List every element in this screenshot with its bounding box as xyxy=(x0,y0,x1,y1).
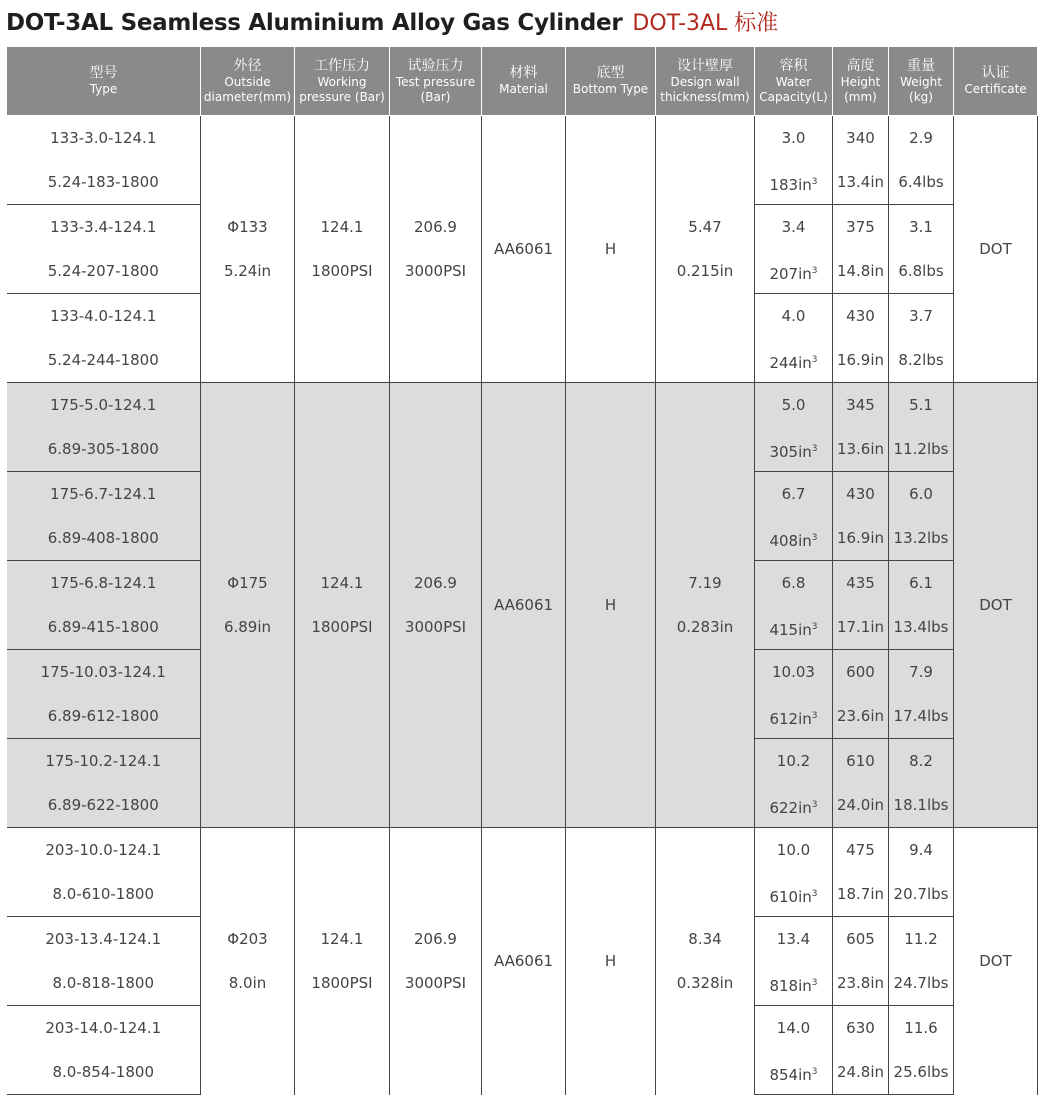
weight-cell xyxy=(889,472,954,561)
header-label-en: Working pressure (Bar) xyxy=(299,74,385,104)
type-cell-value: 8.0-854-1800 xyxy=(52,1063,154,1081)
capacity-imperial xyxy=(755,872,832,916)
capacity-cell xyxy=(755,828,833,917)
type-cell-value: 175-6.8-124.1 xyxy=(50,574,157,592)
weight-cell xyxy=(889,383,954,472)
weight-cell-value: 5.1 xyxy=(909,396,933,414)
diameter-cell-value: Φ203 xyxy=(227,930,268,949)
wall-thickness-cell xyxy=(656,383,755,828)
weight-cell-value: 8.2lbs xyxy=(898,351,944,369)
type-cell-value: 6.89-305-1800 xyxy=(47,440,159,458)
cubic-superscript: 3 xyxy=(811,711,818,721)
cubic-superscript: 3 xyxy=(811,444,818,454)
capacity-imperial xyxy=(755,427,832,471)
type-cell-value: 5.24-207-1800 xyxy=(47,262,159,280)
capacity-imperial xyxy=(755,338,832,382)
weight-cell-value: 9.4 xyxy=(909,841,933,859)
weight-cell xyxy=(889,294,954,383)
height-cell-value: 430 xyxy=(846,307,875,325)
type-cell-value: 203-14.0-124.1 xyxy=(45,1019,162,1037)
type-cell-value: 6.89-612-1800 xyxy=(47,707,159,725)
certificate-cell xyxy=(954,116,1038,383)
type-cell-value: 6.89-408-1800 xyxy=(47,529,159,547)
capacity-value: 6.7 xyxy=(781,485,806,503)
title-main: DOT-3AL Seamless Aluminium Alloy Gas Cylinder xyxy=(6,10,623,36)
weight-cell-value: 8.2 xyxy=(909,752,933,770)
header-cell xyxy=(755,47,833,116)
test-pressure-cell-value: 3000PSI xyxy=(404,262,467,280)
capacity-imperial xyxy=(755,605,832,649)
capacity-cell xyxy=(755,1006,833,1095)
weight-cell-value: 11.2lbs xyxy=(893,440,949,458)
type-cell xyxy=(7,828,201,917)
type-cell xyxy=(7,650,201,739)
capacity-imperial xyxy=(755,516,832,560)
height-cell xyxy=(833,472,889,561)
diameter-cell xyxy=(201,116,295,383)
header-label-en: Height (mm) xyxy=(840,74,881,104)
header-cell xyxy=(833,47,889,116)
weight-cell-value: 6.4lbs xyxy=(898,173,944,191)
height-cell xyxy=(833,561,889,650)
height-cell xyxy=(833,294,889,383)
type-cell xyxy=(7,116,201,205)
type-cell xyxy=(7,1006,201,1095)
cubic-superscript: 3 xyxy=(811,266,818,276)
height-cell-value: 600 xyxy=(846,663,875,681)
working-pressure-cell xyxy=(295,116,390,383)
capacity-imperial xyxy=(755,694,832,738)
cubic-superscript: 3 xyxy=(811,1067,818,1077)
table-body xyxy=(7,116,1038,1095)
type-cell-value: 203-13.4-124.1 xyxy=(45,930,162,948)
header-row xyxy=(7,47,1038,116)
diameter-cell-value: 6.89in xyxy=(223,618,272,636)
type-cell-value: 175-10.03-124.1 xyxy=(40,663,166,681)
cubic-superscript: 3 xyxy=(811,533,818,543)
header-label-zh: 试验压力 xyxy=(407,57,464,74)
header-label-en: Design wall thickness(mm) xyxy=(660,74,750,104)
wall-thickness-cell xyxy=(656,116,755,383)
wall-thickness-cell-value: 7.19 xyxy=(688,574,722,592)
capacity-imperial-value: 244in xyxy=(769,354,812,372)
header-cell xyxy=(295,47,390,116)
working-pressure-cell xyxy=(295,828,390,1095)
header-label-en: Outside diameter(mm) xyxy=(203,74,292,104)
capacity-cell xyxy=(755,205,833,294)
capacity-imperial xyxy=(755,783,832,827)
capacity-imperial-value: 610in xyxy=(769,888,812,906)
weight-cell xyxy=(889,561,954,650)
weight-cell-value: 6.0 xyxy=(909,485,933,503)
height-cell xyxy=(833,383,889,472)
capacity-value: 3.4 xyxy=(781,218,806,236)
header-label-zh: 材料 xyxy=(509,65,538,81)
type-cell xyxy=(7,472,201,561)
material-cell xyxy=(482,828,566,1095)
certificate-cell xyxy=(954,828,1038,1095)
capacity-imperial-value: 408in xyxy=(769,532,812,550)
page-title xyxy=(6,4,778,42)
header-label-zh: 底型 xyxy=(596,65,625,81)
capacity-cell xyxy=(755,917,833,1006)
working-pressure-cell-value: 1800PSI xyxy=(311,618,373,636)
spec-table xyxy=(6,46,1038,1095)
test-pressure-cell-value: 206.9 xyxy=(414,218,457,236)
capacity-cell xyxy=(755,561,833,650)
bottom-type-value: H xyxy=(604,596,617,614)
certificate-cell xyxy=(954,383,1038,828)
capacity-imperial-value: 818in xyxy=(769,977,812,995)
cubic-superscript: 3 xyxy=(811,800,818,810)
type-cell-value: 133-3.4-124.1 xyxy=(50,218,157,236)
height-cell-value: 16.9in xyxy=(836,529,885,547)
bottom-type-cell xyxy=(566,116,656,383)
diameter-cell-value: Φ175 xyxy=(227,574,268,592)
height-cell-value: 16.9in xyxy=(836,351,885,369)
height-cell-value: 23.6in xyxy=(836,707,885,725)
type-cell-value: 6.89-415-1800 xyxy=(47,618,159,636)
diameter-cell xyxy=(201,383,295,828)
bottom-type-cell xyxy=(566,383,656,828)
capacity-cell xyxy=(755,472,833,561)
wall-thickness-cell-value: 0.283in xyxy=(676,618,734,636)
capacity-value: 6.8 xyxy=(781,574,806,592)
type-cell-value: 175-6.7-124.1 xyxy=(50,485,157,503)
header-label-en: Weight (kg) xyxy=(900,74,942,104)
header-cell xyxy=(201,47,295,116)
capacity-cell xyxy=(755,383,833,472)
material-value: AA6061 xyxy=(493,952,554,971)
height-cell-value: 24.0in xyxy=(836,796,885,814)
material-value: AA6061 xyxy=(493,240,554,258)
header-label-zh: 工作压力 xyxy=(314,57,370,74)
header-label-en: Certificate xyxy=(964,82,1027,96)
header-label-zh: 型号 xyxy=(89,65,118,81)
test-pressure-cell xyxy=(390,828,482,1095)
height-cell-value: 17.1in xyxy=(836,618,885,636)
wall-thickness-cell-value: 0.215in xyxy=(676,262,734,280)
capacity-value: 10.03 xyxy=(772,663,815,681)
table-row xyxy=(7,828,1038,917)
weight-cell-value: 13.2lbs xyxy=(893,529,949,547)
height-cell-value: 14.8in xyxy=(836,262,885,280)
height-cell-value: 18.7in xyxy=(836,885,885,903)
height-cell xyxy=(833,1006,889,1095)
type-cell xyxy=(7,739,201,828)
header-cell xyxy=(954,47,1038,116)
header-label-zh: 容积 xyxy=(779,57,808,74)
type-cell xyxy=(7,383,201,472)
wall-thickness-cell-value: 0.328in xyxy=(676,974,734,993)
header-label-zh: 认证 xyxy=(981,65,1010,81)
test-pressure-cell xyxy=(390,116,482,383)
capacity-imperial-value: 612in xyxy=(769,710,812,728)
header-label-en: Type xyxy=(89,82,118,96)
weight-cell xyxy=(889,650,954,739)
capacity-imperial-value: 415in xyxy=(769,621,812,639)
height-cell xyxy=(833,650,889,739)
height-cell-value: 13.6in xyxy=(836,440,885,458)
cubic-superscript: 3 xyxy=(811,978,818,988)
header-cell xyxy=(390,47,482,116)
height-cell xyxy=(833,116,889,205)
type-cell-value: 8.0-818-1800 xyxy=(52,974,154,992)
working-pressure-cell-value: 1800PSI xyxy=(311,262,373,280)
cubic-superscript: 3 xyxy=(811,622,818,632)
wall-thickness-cell-value: 8.34 xyxy=(688,930,722,949)
type-cell xyxy=(7,294,201,383)
wall-thickness-cell xyxy=(656,828,755,1095)
header-label-en: Material xyxy=(499,82,548,96)
working-pressure-cell xyxy=(295,383,390,828)
height-cell-value: 340 xyxy=(846,129,875,147)
header-label-zh: 重量 xyxy=(907,57,935,74)
capacity-value: 10.2 xyxy=(776,752,811,770)
height-cell xyxy=(833,828,889,917)
material-cell xyxy=(482,116,566,383)
bottom-type-cell xyxy=(566,828,656,1095)
weight-cell-value: 6.8lbs xyxy=(898,262,944,280)
type-cell-value: 8.0-610-1800 xyxy=(52,885,154,903)
capacity-imperial xyxy=(755,961,832,1005)
weight-cell-value: 13.4lbs xyxy=(893,618,949,636)
height-cell-value: 630 xyxy=(846,1019,875,1037)
diameter-cell-value: 5.24in xyxy=(223,262,272,280)
bottom-type-value: H xyxy=(604,240,617,258)
weight-cell-value: 3.7 xyxy=(909,307,933,325)
test-pressure-cell-value: 206.9 xyxy=(414,574,457,592)
height-cell xyxy=(833,917,889,1006)
capacity-value: 3.0 xyxy=(781,129,806,147)
weight-cell-value: 2.9 xyxy=(909,129,933,147)
height-cell-value: 13.4in xyxy=(836,173,885,191)
weight-cell xyxy=(889,205,954,294)
capacity-imperial-value: 854in xyxy=(769,1066,812,1084)
weight-cell xyxy=(889,1006,954,1095)
table-row xyxy=(7,116,1038,205)
certificate-value: DOT xyxy=(979,952,1012,971)
capacity-imperial xyxy=(755,249,832,293)
height-cell-value: 435 xyxy=(846,574,875,592)
capacity-cell xyxy=(755,116,833,205)
certificate-value: DOT xyxy=(979,596,1012,614)
capacity-imperial-value: 305in xyxy=(769,443,812,461)
working-pressure-cell-value: 124.1 xyxy=(320,218,364,236)
header-label-en: Water Capacity(L) xyxy=(759,74,828,104)
weight-cell-value: 6.1 xyxy=(909,574,933,592)
type-cell xyxy=(7,205,201,294)
type-cell-value: 175-5.0-124.1 xyxy=(50,396,157,414)
material-value: AA6061 xyxy=(493,596,554,614)
height-cell-value: 430 xyxy=(846,485,875,503)
cubic-superscript: 3 xyxy=(811,889,818,899)
capacity-imperial-value: 183in xyxy=(769,176,812,194)
diameter-cell xyxy=(201,828,295,1095)
weight-cell-value: 17.4lbs xyxy=(893,707,949,725)
weight-cell-value: 25.6lbs xyxy=(893,1063,949,1081)
capacity-imperial-value: 207in xyxy=(769,265,812,283)
type-cell xyxy=(7,917,201,1006)
test-pressure-cell-value: 3000PSI xyxy=(404,974,467,993)
capacity-cell xyxy=(755,294,833,383)
height-cell-value: 24.8in xyxy=(836,1063,885,1081)
capacity-imperial xyxy=(755,1050,832,1094)
weight-cell-value: 11.2 xyxy=(904,930,938,948)
capacity-imperial-value: 622in xyxy=(769,799,812,817)
cubic-superscript: 3 xyxy=(811,177,818,187)
weight-cell-value: 3.1 xyxy=(909,218,933,236)
type-cell-value: 5.24-244-1800 xyxy=(47,351,159,369)
certificate-value: DOT xyxy=(979,240,1012,258)
capacity-value: 13.4 xyxy=(776,930,811,948)
diameter-cell-value: 8.0in xyxy=(228,974,267,993)
test-pressure-cell xyxy=(390,383,482,828)
header-cell xyxy=(7,47,201,116)
type-cell-value: 203-10.0-124.1 xyxy=(45,841,162,859)
type-cell-value: 133-3.0-124.1 xyxy=(50,129,157,147)
height-cell xyxy=(833,205,889,294)
height-cell-value: 605 xyxy=(846,930,875,948)
capacity-imperial xyxy=(755,160,832,204)
weight-cell-value: 11.6 xyxy=(904,1019,938,1037)
weight-cell xyxy=(889,739,954,828)
height-cell-value: 23.8in xyxy=(836,974,885,992)
height-cell-value: 345 xyxy=(846,396,875,414)
type-cell-value: 175-10.2-124.1 xyxy=(45,752,162,770)
capacity-cell xyxy=(755,739,833,828)
capacity-value: 10.0 xyxy=(776,841,811,859)
header-cell xyxy=(889,47,954,116)
height-cell-value: 610 xyxy=(846,752,875,770)
cubic-superscript: 3 xyxy=(811,355,818,365)
material-cell xyxy=(482,383,566,828)
table-row xyxy=(7,383,1038,472)
height-cell xyxy=(833,739,889,828)
capacity-value: 4.0 xyxy=(781,307,806,325)
type-cell-value: 5.24-183-1800 xyxy=(47,173,159,191)
height-cell-value: 375 xyxy=(846,218,875,236)
header-label-en: Test pressure (Bar) xyxy=(395,74,476,104)
height-cell-value: 475 xyxy=(846,841,875,859)
header-label-zh: 外径 xyxy=(233,57,262,74)
working-pressure-cell-value: 1800PSI xyxy=(311,974,373,993)
test-pressure-cell-value: 3000PSI xyxy=(404,618,467,636)
header-cell xyxy=(482,47,566,116)
header-cell xyxy=(656,47,755,116)
weight-cell-value: 20.7lbs xyxy=(893,885,949,903)
type-cell-value: 6.89-622-1800 xyxy=(47,796,159,814)
weight-cell xyxy=(889,917,954,1006)
capacity-cell xyxy=(755,650,833,739)
capacity-value: 5.0 xyxy=(781,396,806,414)
bottom-type-value: H xyxy=(604,952,617,971)
header-cell xyxy=(566,47,656,116)
weight-cell-value: 7.9 xyxy=(909,663,933,681)
capacity-value: 14.0 xyxy=(776,1019,811,1037)
title-standard: DOT-3AL 标准 xyxy=(632,11,779,36)
weight-cell xyxy=(889,116,954,205)
diameter-cell-value: Φ133 xyxy=(227,218,268,236)
working-pressure-cell-value: 124.1 xyxy=(320,574,364,592)
header-label-zh: 设计壁厚 xyxy=(677,57,733,74)
working-pressure-cell-value: 124.1 xyxy=(320,930,364,949)
header-label-zh: 高度 xyxy=(846,57,875,74)
weight-cell-value: 24.7lbs xyxy=(893,974,949,992)
wall-thickness-cell-value: 5.47 xyxy=(688,218,722,236)
weight-cell-value: 18.1lbs xyxy=(893,796,949,814)
test-pressure-cell-value: 206.9 xyxy=(414,930,457,949)
type-cell xyxy=(7,561,201,650)
type-cell-value: 133-4.0-124.1 xyxy=(50,307,157,325)
header-label-en: Bottom Type xyxy=(572,82,649,96)
weight-cell xyxy=(889,828,954,917)
